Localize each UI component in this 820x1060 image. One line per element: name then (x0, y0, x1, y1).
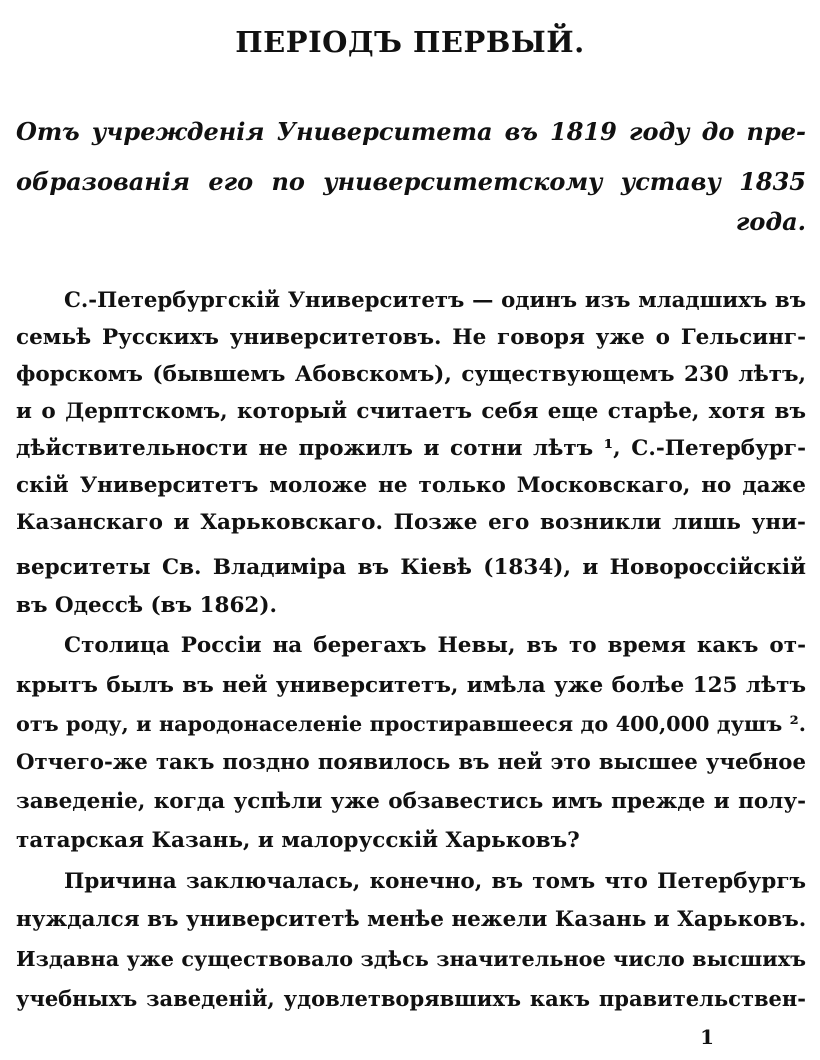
paragraph-2-line-5: заведеніе, когда успѣли уже обзавестись имъ прежде и полу- (16, 789, 806, 814)
paragraph-3-line-3: Издавна уже существовало здѣсь значительное число высшихъ (16, 947, 806, 971)
paragraph-1-line-4: и о Дерптскомъ, который считаетъ себя еще старѣе, хотя въ (16, 399, 806, 424)
paragraph-2-line-1: Столица Россіи на берегахъ Невы, въ то время какъ от- (64, 633, 806, 658)
paragraph-3-line-1: Причина заключалась, конечно, въ томъ что Петербургъ (64, 869, 806, 894)
paragraph-2-line-4: Отчего-же такъ поздно появилось въ ней это высшее учебное (16, 750, 806, 775)
paragraph-1-line-5: дѣйствительности не прожилъ и сотни лѣтъ ¹, С.-Петербург- (16, 436, 806, 461)
paragraph-1-line-3: форскомъ (бывшемъ Абовскомъ), существующемъ 230 лѣтъ, (16, 362, 806, 387)
paragraph-1-line-8: верситеты Св. Владиміра въ Кіевѣ (1834), и Новороссійскій (16, 555, 806, 580)
paragraph-1-line-2: семьѣ Русскихъ университетовъ. Не говоря уже о Гельсинг- (16, 325, 806, 350)
paragraph-1-line-9: въ Одессѣ (въ 1862). (16, 593, 278, 618)
paragraph-2-line-2: крытъ былъ въ ней университетъ, имѣла уже болѣе 125 лѣтъ (16, 673, 806, 698)
paragraph-3-line-2: нуждался въ университетѣ менѣе нежели Казань и Харьковъ. (16, 907, 807, 932)
paragraph-2-line-3: отъ роду, и народонаселеніе простиравшееся до 400,000 душъ ². (16, 712, 806, 736)
paragraph-1-line-1: С.-Петербургскій Университетъ — одинъ изъ младшихъ въ (64, 288, 806, 313)
chapter-subtitle-line-2: образованія его по университетскому уставу 1835 года. (16, 167, 806, 236)
paragraph-1-line-6: скій Университетъ моложе не только Московскаго, но даже (16, 473, 806, 498)
page-number: 1 (700, 1025, 714, 1049)
paragraph-1-line-7: Казанскаго и Харьковскаго. Позже его возникли лишь уни- (16, 510, 806, 535)
chapter-heading: ПЕРІОДЪ ПЕРВЫЙ. (235, 25, 585, 59)
paragraph-2-line-6: татарская Казань, и малорусскій Харьковъ? (16, 828, 580, 853)
paragraph-3-line-4: учебныхъ заведеній, удовлетворявшихъ какъ правительствен- (16, 986, 806, 1011)
chapter-subtitle-line-1: Отъ учрежденія Университета въ 1819 году до пре- (16, 117, 806, 146)
